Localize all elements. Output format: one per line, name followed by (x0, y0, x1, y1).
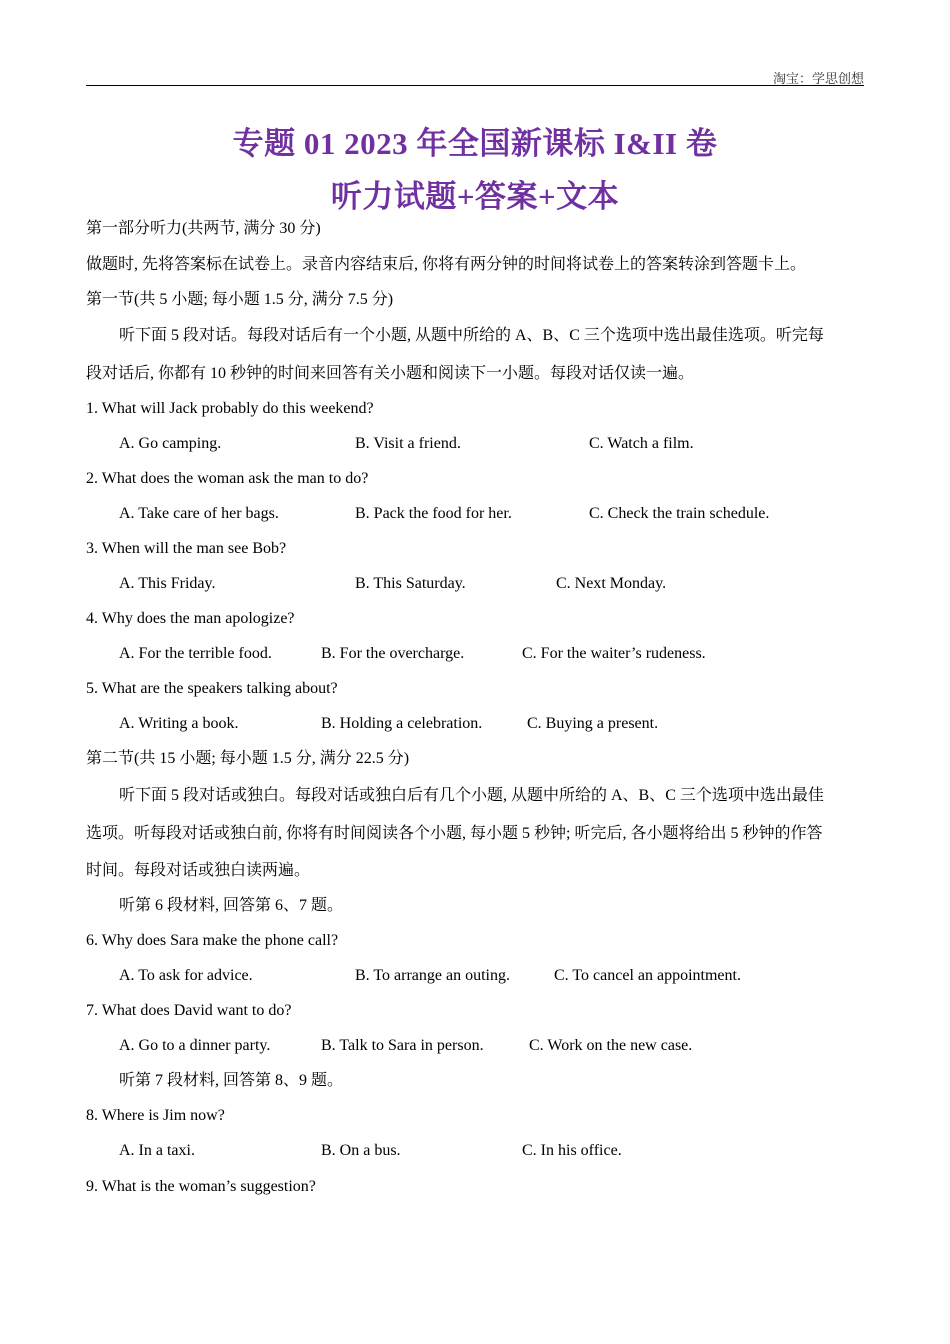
q5-option-a: A. Writing a book. (119, 715, 239, 732)
q5-option-c: C. Buying a present. (527, 715, 659, 732)
q3-option-c: C. Next Monday. (556, 575, 667, 592)
q2-option-a: A. Take care of her bags. (119, 505, 279, 522)
q1-option-c: C. Watch a film. (589, 435, 694, 452)
q2-option-c: C. Check the train schedule. (589, 505, 770, 522)
page-title-line1: 专题 01 2023 年全国新课标 I&II 卷 (232, 126, 718, 161)
page-title-line2: 听力试题+答案+文本 (330, 179, 620, 214)
section2-heading: 第二节(共 15 小题; 每小题 1.5 分, 满分 22.5 分) (86, 750, 410, 767)
section1-instruction-line1: 听下面 5 段对话。每段对话后有一个小题, 从题中所给的 A、B、C 三个选项中选出最佳选项。听完每 (119, 327, 824, 344)
question-5: 5. What are the speakers talking about? (86, 680, 338, 697)
question-2: 2. What does the woman ask the man to do? (86, 470, 369, 487)
q3-option-a: A. This Friday. (119, 575, 216, 592)
q6-option-a: A. To ask for advice. (119, 967, 253, 984)
material-6-note: 听第 6 段材料, 回答第 6、7 题。 (119, 897, 344, 914)
question-8: 8. Where is Jim now? (86, 1107, 225, 1124)
section1-heading: 第一节(共 5 小题; 每小题 1.5 分, 满分 7.5 分) (86, 291, 394, 308)
question-7: 7. What does David want to do? (86, 1002, 292, 1019)
question-6: 6. Why does Sara make the phone call? (86, 932, 339, 949)
question-1: 1. What will Jack probably do this weekend? (86, 400, 374, 417)
header-rule (86, 85, 864, 86)
q1-option-b: B. Visit a friend. (355, 435, 461, 452)
page-header-text: 淘宝：学思创想 (772, 71, 864, 86)
q7-option-a: A. Go to a dinner party. (119, 1037, 271, 1054)
q7-option-b: B. Talk to Sara in person. (321, 1037, 484, 1054)
question-3: 3. When will the man see Bob? (86, 540, 287, 557)
q4-option-b: B. For the overcharge. (321, 645, 465, 662)
part1-instruction: 做题时, 先将答案标在试卷上。录音内容结束后, 你将有两分钟的时间将试卷上的答案转涂到答题卡上。 (86, 256, 807, 273)
question-9: 9. What is the woman’s suggestion? (86, 1178, 316, 1195)
q3-option-b: B. This Saturday. (355, 575, 466, 592)
q4-option-c: C. For the waiter’s rudeness. (522, 645, 706, 662)
q8-option-a: A. In a taxi. (119, 1142, 195, 1159)
q4-option-a: A. For the terrible food. (119, 645, 272, 662)
material-7-note: 听第 7 段材料, 回答第 8、9 题。 (119, 1072, 344, 1089)
section1-instruction-line2: 段对话后, 你都有 10 秒钟的时间来回答有关小题和阅读下一小题。每段对话仅读一遍。 (86, 365, 695, 382)
q8-option-c: C. In his office. (522, 1142, 622, 1159)
q8-option-b: B. On a bus. (321, 1142, 401, 1159)
section2-instruction-line3: 时间。每段对话或独白读两遍。 (86, 862, 311, 879)
q7-option-c: C. Work on the new case. (529, 1037, 693, 1054)
section2-instruction-line2: 选项。听每段对话或独白前, 你将有时间阅读各个小题, 每小题 5 秒钟; 听完后, 各小题将给出 5 秒钟的作答 (86, 825, 823, 842)
q6-option-b: B. To arrange an outing. (355, 967, 510, 984)
q1-option-a: A. Go camping. (119, 435, 222, 452)
q5-option-b: B. Holding a celebration. (321, 715, 483, 732)
part1-heading: 第一部分听力(共两节, 满分 30 分) (86, 220, 321, 237)
q6-option-c: C. To cancel an appointment. (554, 967, 741, 984)
section2-instruction-line1: 听下面 5 段对话或独白。每段对话或独白后有几个小题, 从题中所给的 A、B、C 三个选项中选出最佳 (119, 787, 824, 804)
question-4: 4. Why does the man apologize? (86, 610, 295, 627)
q2-option-b: B. Pack the food for her. (355, 505, 512, 522)
